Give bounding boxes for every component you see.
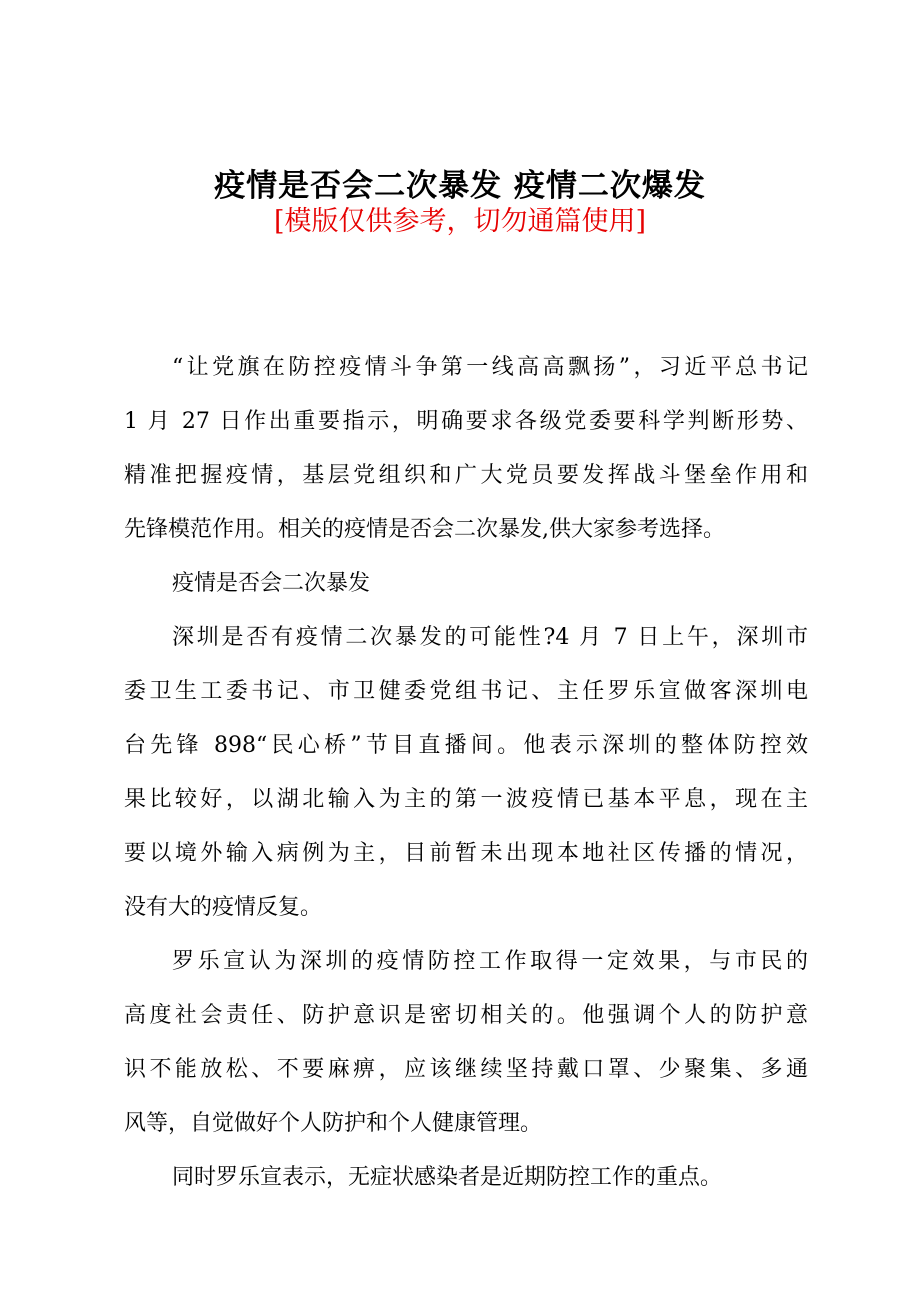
text-line: 台先锋 898“民心桥”节目直播间。他表示深圳的整体防控效: [124, 733, 808, 758]
text-line: 深圳是否有疫情二次暴发的可能性?4 月 7 日上午，深圳市: [172, 625, 808, 650]
text-line: 罗乐宣认为深圳的疫情防控工作取得一定效果，与市民的: [172, 949, 808, 974]
text-line: 果比较好，以湖北输入为主的第一波疫情已基本平息，现在主: [124, 787, 808, 812]
text-line: 先锋模范作用。相关的疫情是否会二次暴发,供大家参考选择。: [124, 517, 725, 542]
article-body: [124, 341, 808, 1205]
text-line: 高度社会责任、防护意识是密切相关的。他强调个人的防护意: [124, 1003, 808, 1028]
text-line: “让党旗在防控疫情斗争第一线高高飘扬”，习近平总书记: [172, 355, 808, 380]
text-line: 要以境外输入病例为主，目前暂未出现本地社区传播的情况，: [124, 841, 808, 866]
text-line: 没有大的疫情反复。: [124, 895, 323, 920]
section-heading: 疫情是否会二次暴发: [172, 571, 371, 596]
template-notice: [模版仅供参考，切勿通篇使用]: [273, 206, 647, 237]
text-line: 识不能放松、不要麻痹，应该继续坚持戴口罩、少聚集、多通: [124, 1057, 808, 1082]
document-title: 疫情是否会二次暴发 疫情二次爆发: [214, 168, 706, 204]
text-line: 风等，自觉做好个人防护和个人健康管理。: [124, 1111, 543, 1136]
text-line: 精准把握疫情，基层党组织和广大党员要发挥战斗堡垒作用和: [124, 463, 808, 488]
text-line: 同时罗乐宣表示，无症状感染者是近期防控工作的重点。: [172, 1165, 723, 1190]
text-line: 委卫生工委书记、市卫健委党组书记、主任罗乐宣做客深圳电: [124, 679, 808, 704]
text-line: 1 月 27 日作出重要指示，明确要求各级党委要科学判断形势、: [124, 409, 808, 434]
